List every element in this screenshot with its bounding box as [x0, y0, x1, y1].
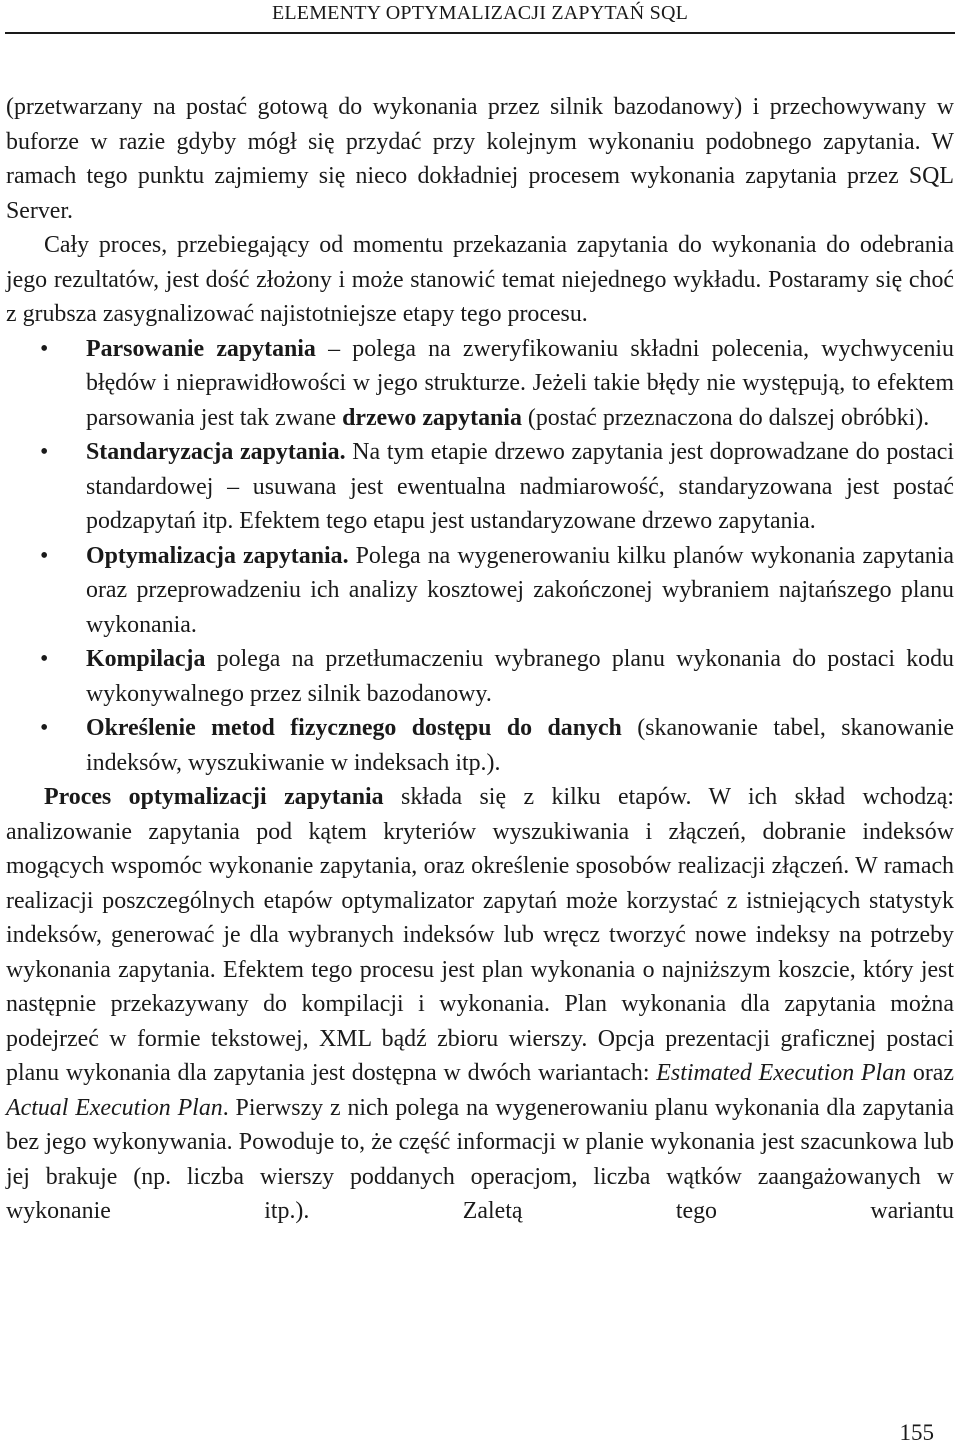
item-text: Na tym etapie drzewo zapytania jest doprowadzane do postaci standardowej – usuwana jest ewentualna nadmiarowość, standaryzowana jest postać podzapytań itp. Efektem tego etapu jest ustandaryzowane drzewo zapytania. [86, 439, 954, 534]
paragraph-text: oraz [906, 1060, 955, 1086]
paragraph-continuation: (przetwarzany na postać gotową do wykonania przez silnik bazodanowy) i przechowywany w buforze w razie gdyby mógł się przydać przy kolejnym wykonaniu podobnego zapytania. W ramach tego punktu zajmiemy się nieco dokładniej procesem wykonania zapytania przez SQL Server. [6, 94, 954, 224]
list-item-physical-access [6, 711, 954, 780]
item-text: (postać przeznaczona do dalszej obróbki). [521, 404, 930, 431]
paragraph-optimization-process [6, 780, 954, 1263]
term-query-tree: drzewo zapytania [342, 404, 522, 431]
list-item-compilation [6, 642, 954, 711]
list-item-standardization [6, 435, 954, 539]
running-header: ELEMENTY OPTYMALIZACJI ZAPYTAŃ SQL [271, 2, 689, 24]
header-rule [5, 32, 955, 34]
term-standardization: Standaryzacja zapytania. [86, 439, 346, 465]
paragraph-text: . Pierwszy z nich polega na wygenerowaniu planu wykonania dla zapytania bez jego wykonywania. Powoduje to, że część informacji w planie wykonania jest szacunkowa lub jej brakuje (np. liczba wierszy poddanych operacjom, liczba wątków zaangażowanych w wykonanie itp.). Zaletą tego wariantu [6, 1094, 954, 1224]
term-optimization-process: Proces optymalizacji zapytania [44, 784, 384, 810]
term-physical-access: Określenie metod fizycznego dostępu do danych [86, 715, 622, 741]
item-text: – polega na zweryfikowaniu składni polecenia, wychwyceniu błędów i nieprawidłowości w jego strukturze. Jeżeli takie błędy nie występują, to efektem parsowania jest tak zwane [86, 335, 954, 431]
term-parsing: Parsowanie zapytania [86, 335, 316, 362]
page-body [6, 90, 954, 1263]
item-text: Polega na wygenerowaniu kilku planów wykonania zapytania oraz przeprowadzeniu ich analizy kosztowej zakończonej wybraniem najtańszego planu wykonania. [86, 542, 954, 638]
term-estimated-plan: Estimated Execution Plan [656, 1060, 907, 1086]
paragraph-text: składa się z kilku etapów. W ich skład wchodzą: analizowanie zapytania pod kątem kryteriów wyszukiwania i złączeń, dobranie indeksów mogących wspomóc wykonanie zapytania, oraz określenie sposobów realizacji złączeń. W ramach realizacji poszczególnych etapów optymalizator zapytań może korzystać z istniejących statystyk indeksów, generować je dla wybranych indeksów lub wręcz tworzyć nowe indeksy na potrzeby wykonania zapytania. Efektem tego procesu jest plan wykonania o najniższym koszcie, który jest następnie przekazywany do kompilacji i wykonania. Plan wykonania dla zapytania można podejrzeć w formie tekstowej, XML bądź zbioru wierszy. Opcja prezentacji graficznej postaci planu wykonania dla zapytania jest dostępna w dwóch wariantach: [6, 784, 954, 1086]
stages-list [6, 332, 954, 781]
paragraph-process-intro: Cały proces, przebiegający od momentu przekazania zapytania do wykonania do odebrania jego rezultatów, jest dość złożony i może stanowić temat niejednego wykładu. Postaramy się choć z grubsza zasygnalizować najistotniejsze etapy tego procesu. [6, 232, 954, 327]
item-text: polega na przetłumaczeniu wybranego planu wykonania do postaci kodu wykonywalnego przez silnik bazodanowy. [86, 646, 954, 707]
page-number: 155 [899, 1420, 934, 1445]
list-item-parsing [6, 332, 954, 436]
item-text: (skanowanie tabel, skanowanie indeksów, wyszukiwanie w indeksach itp.). [86, 715, 954, 776]
list-item-optimization [6, 539, 954, 643]
term-optimization: Optymalizacja zapytania. [86, 542, 349, 569]
term-actual-plan: Actual Execution Plan [6, 1094, 223, 1121]
term-compilation: Kompilacja [86, 646, 206, 672]
